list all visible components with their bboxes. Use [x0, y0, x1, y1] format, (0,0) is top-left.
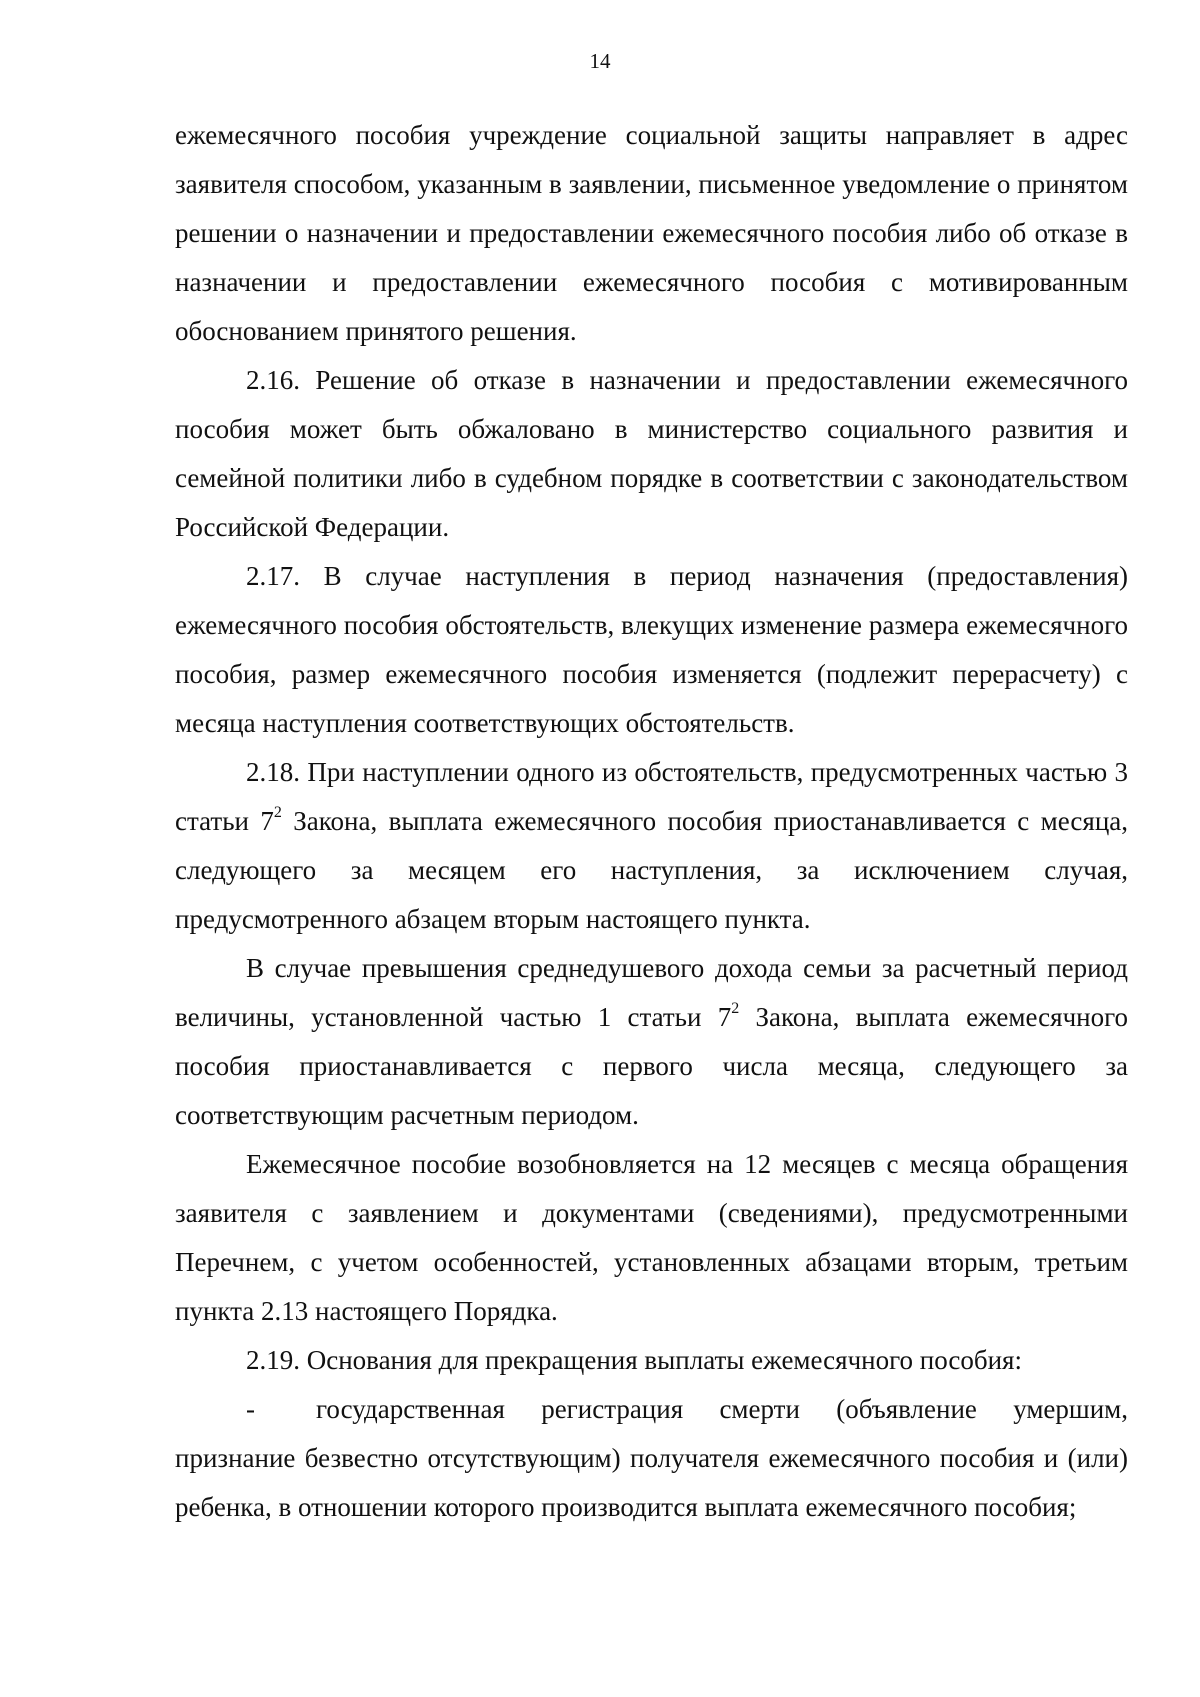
paragraph-2-18-part-a: 2.18. При наступлении одного из обстоятельств, предусмотренных частью 3 статьи 7 [175, 757, 1128, 836]
paragraph-income-excess-part-a: В случае превышения среднедушевого дохода семьи за расчетный период величины, установленной частью 1 статьи 7 [175, 953, 1128, 1032]
paragraph-income-excess [175, 944, 1128, 1140]
superscript: 2 [273, 804, 282, 821]
paragraph-income-excess-part-b: Закона, выплата ежемесячного пособия приостанавливается с первого числа месяца, следующего за соответствующим расчетным периодом. [175, 1002, 1128, 1130]
list-item [175, 1385, 1128, 1532]
superscript: 2 [731, 1000, 740, 1017]
paragraph-resumption: Ежемесячное пособие возобновляется на 12 месяцев с месяца обращения заявителя с заявлением и документами (сведениями), предусмотренными Перечнем, с учетом особенностей, установленных абзацами вторым, третьим пункта 2.13 настоящего Порядка. [175, 1149, 1128, 1326]
paragraph-continuation: ежемесячного пособия учреждение социальной защиты направляет в адрес заявителя способом, указанным в заявлении, письменное уведомление о принятом решении о назначении и предоставлении ежемесячного пособия либо об отказе в назначении и предоставлении ежемесячного пособия с мотивированным обоснованием принятого решения. [175, 120, 1128, 346]
paragraph-2-19: 2.19. Основания для прекращения выплаты ежемесячного пособия: [246, 1345, 1022, 1375]
dash-marker: - [246, 1394, 255, 1424]
document-body [175, 111, 1128, 1532]
list-item-text: государственная регистрация смерти (объявление умершим, признание безвестно отсутствующим) получателя ежемесячного пособия и (или) ребенка, в отношении которого производится выплата ежемесячного пособия; [175, 1394, 1128, 1522]
paragraph-2-18-part-b: Закона, выплата ежемесячного пособия приостанавливается с месяца, следующего за месяцем его наступления, за исключением случая, предусмотренного абзацем вторым настоящего пункта. [175, 806, 1129, 934]
page-number: 14 [589, 49, 611, 73]
paragraph-2-16: 2.16. Решение об отказе в назначении и предоставлении ежемесячного пособия может быть обжаловано в министерство социального развития и семейной политики либо в судебном порядке в соответствии с законодательством Российской Федерации. [175, 365, 1128, 542]
paragraph-2-17: 2.17. В случае наступления в период назначения (предоставления) ежемесячного пособия обстоятельств, влекущих изменение размера ежемесячного пособия, размер ежемесячного пособия изменяется (подлежит перерасчету) с месяца наступления соответствующих обстоятельств. [175, 561, 1128, 738]
paragraph-2-18 [175, 748, 1128, 944]
